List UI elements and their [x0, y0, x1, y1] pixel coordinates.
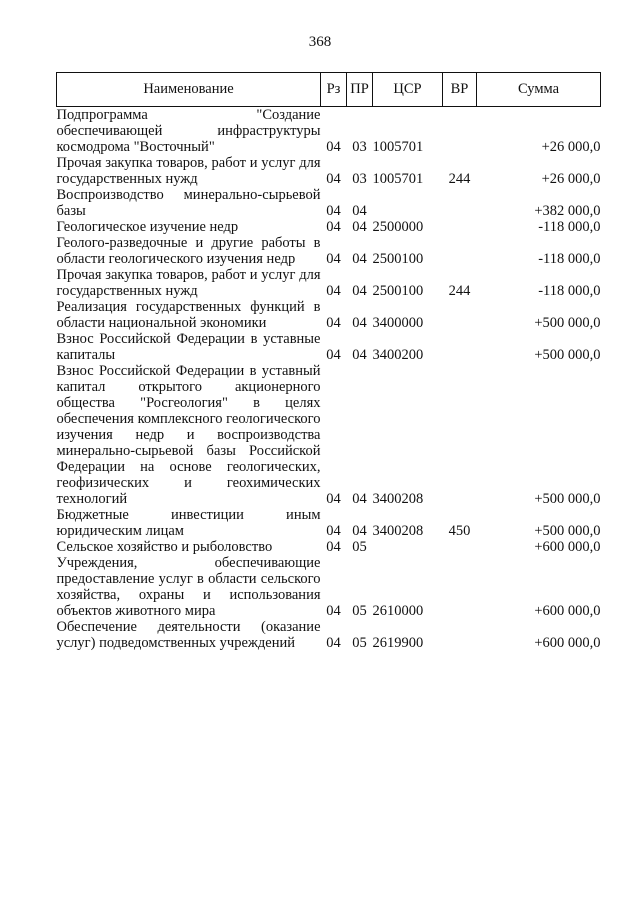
table-row	[57, 331, 601, 363]
row-rz: 04	[326, 251, 341, 267]
row-pr: 04	[352, 283, 367, 299]
table-row	[57, 267, 601, 299]
row-rz: 04	[326, 603, 341, 619]
table-row	[57, 155, 601, 187]
row-sum: +600 000,0	[534, 603, 601, 619]
column-header-rz: Рз	[321, 73, 347, 107]
row-sum: -118 000,0	[538, 219, 601, 235]
page-number: 368	[308, 34, 332, 50]
row-rz: 04	[326, 283, 341, 299]
row-sum: +600 000,0	[534, 539, 601, 555]
row-csr: 2500000	[372, 219, 424, 235]
row-rz: 04	[326, 139, 341, 155]
row-sum: +26 000,0	[541, 139, 601, 155]
row-rz: 04	[326, 315, 341, 331]
row-name: Прочая закупка товаров, работ и услуг для государственных нужд	[56, 267, 321, 299]
row-name: Учреждения, обеспечивающие предоставление услуг в области сельского хозяйства, охраны и использования объектов животного мира	[56, 555, 321, 619]
row-csr: 1005701	[372, 171, 424, 187]
budget-table	[56, 72, 601, 651]
row-vr	[443, 107, 477, 156]
row-csr: 3400208	[372, 491, 424, 507]
row-pr: 04	[352, 523, 367, 539]
row-sum: +600 000,0	[534, 635, 601, 651]
row-name: Обеспечение деятельности (оказание услуг) подведомственных учреждений	[56, 619, 321, 651]
row-pr: 05	[352, 603, 367, 619]
row-vr	[443, 331, 477, 363]
row-vr: 244	[448, 283, 471, 299]
column-header-csr: ЦСР	[373, 73, 443, 107]
row-sum: -118 000,0	[538, 251, 601, 267]
row-vr	[443, 363, 477, 507]
row-pr: 04	[352, 491, 367, 507]
row-rz: 04	[326, 203, 341, 219]
row-pr: 04	[352, 347, 367, 363]
table-row	[57, 107, 601, 156]
row-vr	[443, 619, 477, 651]
row-vr: 450	[448, 523, 471, 539]
row-vr	[443, 187, 477, 219]
row-name: Реализация государственных функций в области национальной экономики	[56, 299, 321, 331]
row-csr: 3400000	[372, 315, 424, 331]
row-rz: 04	[326, 347, 341, 363]
row-csr: 1005701	[372, 139, 424, 155]
row-rz: 04	[326, 539, 341, 555]
row-name: Взнос Российской Федерации в уставные капиталы	[56, 331, 321, 363]
row-pr: 03	[352, 171, 367, 187]
row-csr	[373, 539, 443, 555]
row-vr	[443, 219, 477, 235]
row-sum: +26 000,0	[541, 171, 601, 187]
row-sum: -118 000,0	[538, 283, 601, 299]
row-pr: 04	[352, 251, 367, 267]
row-rz: 04	[326, 491, 341, 507]
row-csr: 2610000	[372, 603, 424, 619]
column-header-name: Наименование	[57, 73, 321, 107]
row-csr: 2619900	[372, 635, 424, 651]
row-pr: 04	[352, 315, 367, 331]
row-name: Бюджетные инвестиции иным юридическим лицам	[56, 507, 321, 539]
row-vr	[443, 555, 477, 619]
row-vr: 244	[448, 171, 471, 187]
row-csr	[373, 187, 443, 219]
row-csr: 3400208	[372, 523, 424, 539]
row-vr	[443, 539, 477, 555]
table-row	[57, 299, 601, 331]
table-row	[57, 187, 601, 219]
row-sum: +500 000,0	[534, 347, 601, 363]
row-name: Взнос Российской Федерации в уставный капитал открытого акционерного общества "Росгеология" в целях обеспечения комплексного геологического изучения недр и воспроизводства минерально-сырьевой базы Российской Федерации на основе геологических, геофизических и геохимических технологий	[56, 363, 321, 507]
row-rz: 04	[326, 219, 341, 235]
row-name: Прочая закупка товаров, работ и услуг для государственных нужд	[56, 155, 321, 187]
row-csr: 2500100	[372, 283, 424, 299]
row-csr: 3400200	[372, 347, 424, 363]
row-rz: 04	[326, 171, 341, 187]
row-name: Воспроизводство минерально-сырьевой базы	[56, 187, 321, 219]
row-name: Подпрограмма "Создание обеспечивающей инфраструктуры космодрома "Восточный"	[56, 107, 321, 155]
table-row	[57, 539, 601, 555]
row-sum: +500 000,0	[534, 523, 601, 539]
row-name: Сельское хозяйство и рыболовство	[56, 539, 273, 555]
row-pr: 05	[352, 539, 367, 555]
row-pr: 04	[352, 203, 367, 219]
row-sum: +500 000,0	[534, 315, 601, 331]
row-vr	[443, 299, 477, 331]
table-row	[57, 507, 601, 539]
row-pr: 05	[352, 635, 367, 651]
table-row	[57, 235, 601, 267]
row-csr: 2500100	[372, 251, 424, 267]
column-header-vr: ВР	[443, 73, 477, 107]
row-pr: 04	[352, 219, 367, 235]
table-row	[57, 619, 601, 651]
row-name: Геолого-разведочные и другие работы в области геологического изучения недр	[56, 235, 321, 267]
table-row	[57, 363, 601, 507]
row-sum: +382 000,0	[534, 203, 601, 219]
table-row	[57, 219, 601, 235]
table-row	[57, 555, 601, 619]
row-rz: 04	[326, 523, 341, 539]
row-sum: +500 000,0	[534, 491, 601, 507]
table-header-row	[57, 73, 601, 107]
column-header-sum: Сумма	[477, 73, 601, 107]
row-vr	[443, 235, 477, 267]
row-rz: 04	[326, 635, 341, 651]
column-header-pr: ПР	[347, 73, 373, 107]
row-name: Геологическое изучение недр	[56, 219, 239, 235]
row-pr: 03	[352, 139, 367, 155]
